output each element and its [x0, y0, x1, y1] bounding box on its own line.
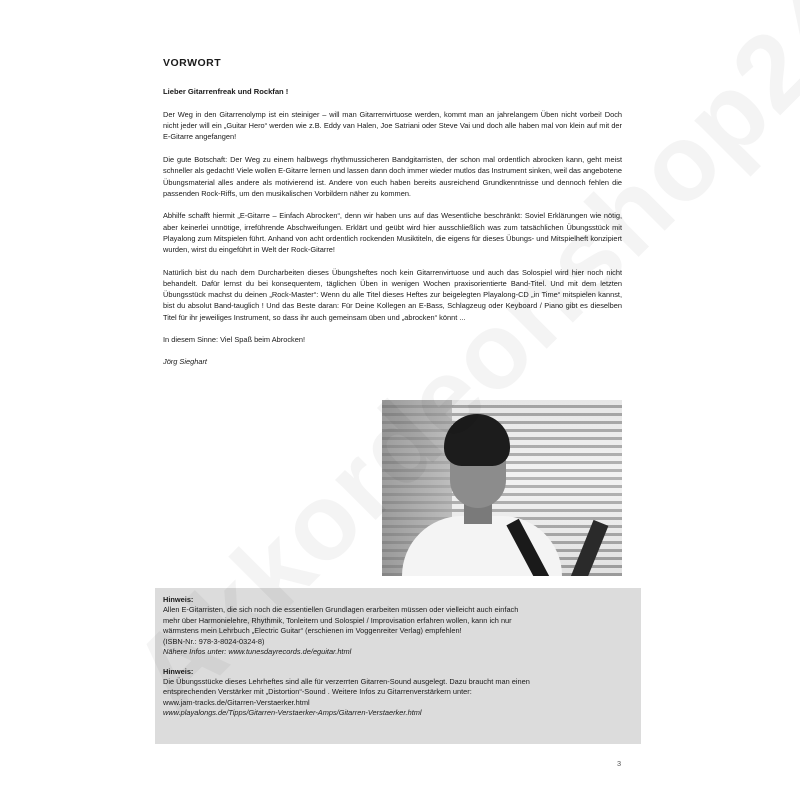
info-box	[155, 588, 641, 744]
hinweis-title-2: Hinweis:	[163, 666, 194, 676]
hinweis-2-line: Die Übungsstücke dieses Lehrheftes sind alle für verzerrten Gitarren-Sound ausgelegt. Dazu braucht man einen	[163, 676, 530, 686]
paragraph-4: Natürlich bist du nach dem Durcharbeiten dieses Übungsheftes noch kein Gitarrenvirtuose und auch das Solospiel wird hier noch nicht behandelt. Dafür lernst du bei konsequentem, täglichen Üben in wenigen Wochen praxisorientierte Band-Titel. Und mit dem letzten Übungsstück machst du deinen „Rock-Master“: Wenn du alle Titel dieses Heftes zur beigelegten Playalong-CD „in Time“ mitspielen kannst, bist du absolut Band-tauglich ! Und das Beste daran: Für Deine Kollegen an E-Bass, Schlagzeug oder Keyboard / Piano gibt es dieselben Titel für ihr jeweiliges Instrument, so dass ihr auch gemeinsam üben und „abrocken“ könnt ...	[163, 267, 622, 322]
paragraph-5: In diesem Sinne: Viel Spaß beim Abrocken!	[163, 335, 306, 345]
page-heading: VORWORT	[163, 57, 222, 69]
author-photo	[382, 400, 622, 576]
hinweis-1-line: mehr über Harmonielehre, Rhythmik, Tonleitern und Solospiel / Improvisation erfahren wollen, kann ich nur	[163, 615, 512, 625]
page-number: 3	[617, 759, 622, 768]
author-signature: Jörg Sieghart	[163, 356, 207, 366]
paragraph-1: Der Weg in den Gitarrenolymp ist ein steiniger – will man Gitarrenvirtuose werden, kommt man an jahrelangem Üben nicht vorbei! Doch nicht jeder will ein „Guitar Hero“ werden wie z.B. Eddy van Halen, Joe Satriani oder Steve Vai und doch alle haben mal von klein auf mit der E-Gitarre angefangen!	[163, 110, 622, 142]
hinweis-1-line: wärmstens mein Lehrbuch „Electric Guitar“ (erschienen im Voggenreiter Verlag) empfehlen!	[163, 626, 462, 635]
hinweis-1-line: Allen E-Gitarristen, die sich noch die essentiellen Grundlagen erarbeiten müssen oder vielleicht auch einfach	[163, 605, 519, 614]
paragraph-2: Die gute Botschaft: Der Weg zu einem halbwegs rhythmussicheren Bandgitarristen, der schon mal ordentlich abrocken kann, geht meist schneller als gedacht! Viele wollen E-Gitarre lernen und lassen dann doch immer wieder mutlos das Instrument sinken, weil das angebotene Übungsmaterial alles andere als motivierend ist. Andere von euch haben bereits ausreichend Grundkenntnisse und dennoch fehlen die passenden Rock-Riffs, um den musikalischen Vorbildern näher zu kommen.	[163, 155, 622, 198]
jam-tracks-link[interactable]: www.jam-tracks.de/Gitarren-Verstaerker.html	[163, 697, 310, 707]
hinweis-title-1: Hinweis:	[163, 595, 194, 604]
isbn-line: (ISBN-Nr.: 978-3-8024-0324-8)	[163, 636, 265, 646]
hinweis-2-line: entsprechenden Verstärker mit „Distortion“-Sound . Weitere Infos zu Gitarrenverstärkern unter:	[163, 687, 472, 696]
greeting-subheading: Lieber Gitarrenfreak und Rockfan !	[163, 87, 289, 96]
playalongs-link[interactable]: www.playalongs.de/Tipps/Gitarren-Verstaerker-Amps/Gitarren-Verstaerker.html	[163, 708, 422, 717]
block-spacer	[163, 658, 631, 667]
eguitar-link[interactable]: Nähere Infos unter: www.tunesdayrecords.de/eguitar.html	[163, 647, 352, 656]
preface-content	[163, 57, 622, 366]
paragraph-3: Abhilfe schafft hiermit „E-Gitarre – Einfach Abrocken“, denn wir haben uns auf das Wesentliche beschränkt: Soviel Erklärungen wie nötig, aber keinerlei unnötige, irreführende Abschweifungen. Erklärt und geübt wird hier ausschließlich was zum tatsächlichen Übungsstück mit Playalong zum Mitspielen führt. Anhand von acht ordentlich rockenden Musiktiteln, die eigens für dieses Übungs- und Mitspielheft konzipiert wurden, wirst du eingeführt in Welt der Rock-Gitarre!	[163, 211, 622, 255]
